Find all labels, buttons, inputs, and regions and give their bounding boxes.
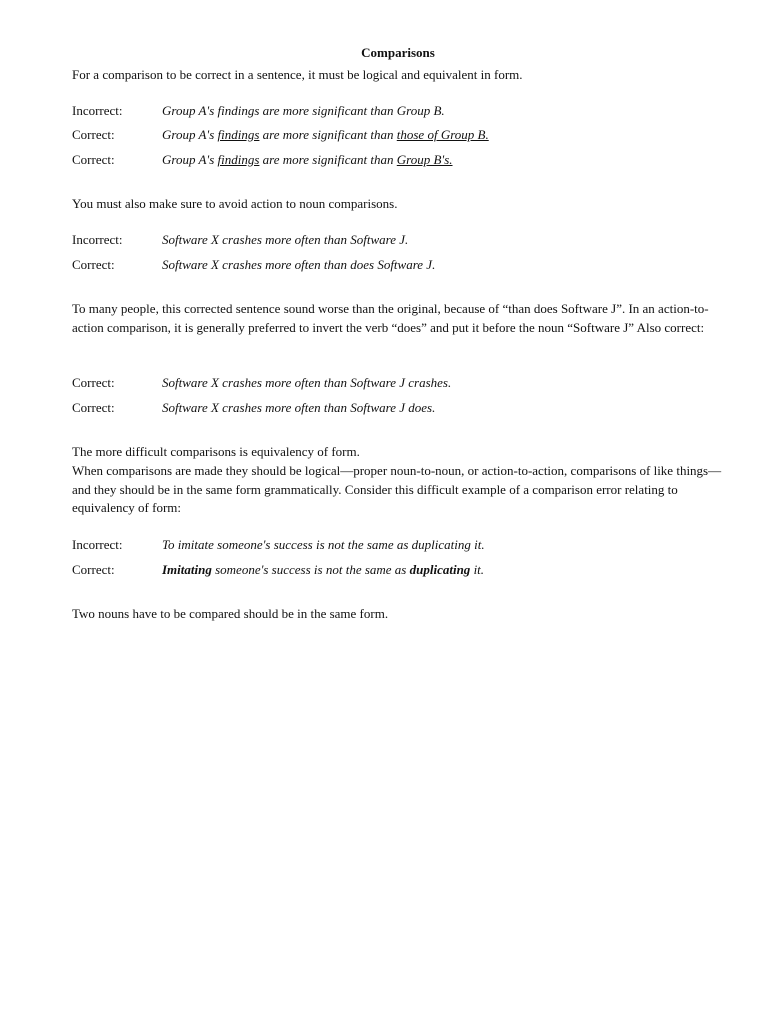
intro-paragraph: For a comparison to be correct in a sentence, it must be logical and equivalent in form. <box>72 67 523 82</box>
underlined-term: Group B's. <box>396 152 453 167</box>
example-label: Correct: <box>72 127 115 142</box>
example-sentence: Software X crashes more often than does Software J. <box>162 257 436 272</box>
underlined-term: those of Group B. <box>396 127 489 142</box>
paragraph: When comparisons are made they should be logical—proper noun-to-noun, or action-to-action, comparisons of like things—and they should be in the same form grammatically. Consider this difficult example of a comparison error relating to equivalency of form: <box>72 463 722 515</box>
example-label: Correct: <box>72 562 115 577</box>
paragraph: To many people, this corrected sentence sound worse than the original, because of “than does Software J”. In an action-to-action comparison, it is generally preferred to invert the verb “does” and put it before the noun “Software J” Also correct: <box>72 301 709 335</box>
example-label: Incorrect: <box>72 232 123 247</box>
example-label: Correct: <box>72 257 115 272</box>
example-label: Incorrect: <box>72 537 123 552</box>
example-sentence: Group A's findings are more significant than those of Group B. <box>162 127 489 142</box>
page-title: Comparisons <box>361 45 435 60</box>
example-sentence: Software X crashes more often than Software J. <box>162 232 409 247</box>
paragraph: The more difficult comparisons is equivalency of form. <box>72 444 360 459</box>
example-sentence: Software X crashes more often than Software J does. <box>162 400 436 415</box>
example-sentence: Group A's findings are more significant than Group B. <box>162 103 445 118</box>
example-sentence: Group A's findings are more significant than Group B's. <box>162 152 453 167</box>
bold-term: Imitating <box>162 562 212 577</box>
paragraph: You must also make sure to avoid action to noun comparisons. <box>72 196 398 211</box>
bold-term: duplicating <box>409 562 471 577</box>
example-label: Correct: <box>72 375 115 390</box>
example-sentence: Imitating someone's success is not the same as duplicating it. <box>162 562 485 577</box>
example-label: Incorrect: <box>72 103 123 118</box>
example-sentence: Software X crashes more often than Software J crashes. <box>162 375 452 390</box>
paragraph: Two nouns have to be compared should be in the same form. <box>72 606 389 621</box>
underlined-term: findings <box>217 152 260 167</box>
example-sentence: To imitate someone's success is not the same as duplicating it. <box>162 537 485 552</box>
example-label: Correct: <box>72 152 115 167</box>
example-label: Correct: <box>72 400 115 415</box>
underlined-term: findings <box>217 127 260 142</box>
